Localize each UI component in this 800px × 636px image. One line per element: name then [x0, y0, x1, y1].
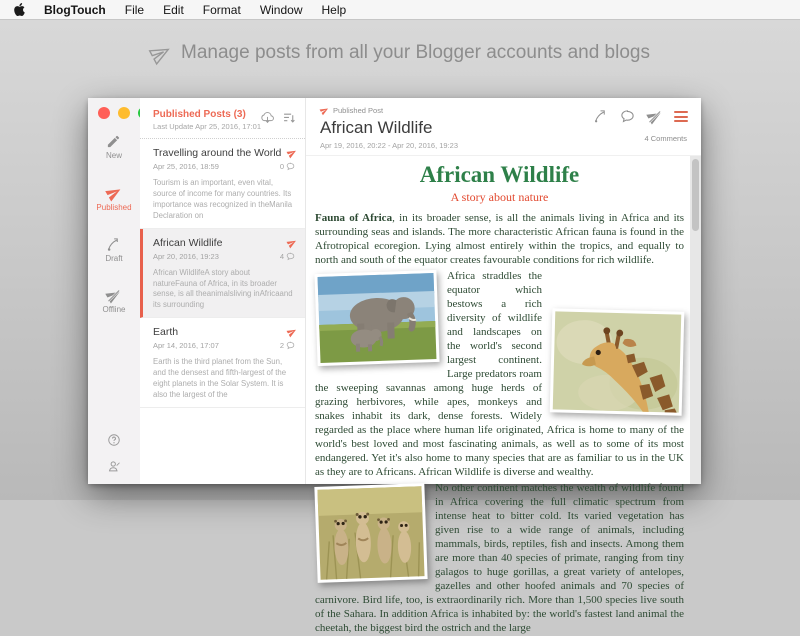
menu-file[interactable]: File — [124, 2, 145, 17]
minimize-button[interactable] — [118, 107, 130, 119]
sort-icon[interactable] — [283, 112, 296, 124]
posts-container — [140, 138, 305, 408]
menu-window[interactable]: Window — [259, 2, 303, 17]
sidebar — [88, 98, 140, 484]
menu-edit[interactable]: Edit — [163, 2, 184, 17]
article-paragraph-2: Africa straddles the equator which bestows a rich diversity of wildlife and landscapes on the world's second largest continent. Large predators roam the sweeping savannas among huge herds of grazing herbivores, while apes, monkeys and snakes inhabit its dark, dense forests. Widely regarded as the place where human life originated, Africa is home to many of the world's best loved and most fascinating animals, as well as to some of its most endangered. Yet it's also home to many species that are as familiar to us in the UK as they are to Africans. African Wildlife is diverse and wealthy. — [315, 270, 684, 478]
post-list-header — [140, 98, 305, 138]
sidebar-item-new[interactable] — [106, 134, 122, 160]
sidebar-bottom — [107, 433, 122, 484]
post-date: Apr 20, 2016, 19:23 — [153, 251, 219, 261]
tagline-text: Manage posts from all your Blogger accounts and blogs — [181, 42, 650, 63]
comment-bubble-icon — [286, 252, 295, 261]
giraffe-photo — [550, 309, 685, 416]
published-plane-icon — [320, 106, 329, 115]
post-item-earth[interactable] — [140, 318, 305, 408]
menu-icon[interactable] — [674, 111, 688, 122]
published-plane-icon — [287, 327, 297, 337]
post-type-label: Published Post — [333, 106, 384, 115]
article-body — [315, 157, 684, 634]
post-list — [140, 98, 306, 484]
offline-plane-icon[interactable] — [647, 109, 662, 124]
detail-pane — [306, 98, 701, 634]
post-date: Apr 14, 2016, 17:07 — [153, 341, 219, 351]
detail-post-dates: Apr 19, 2016, 20:22 - Apr 20, 2016, 19:23 — [320, 141, 459, 150]
help-icon[interactable] — [107, 433, 121, 447]
article-scrollbar-track[interactable] — [690, 156, 701, 484]
post-list-title: Published Posts (3) — [153, 109, 246, 120]
menu-format[interactable]: Format — [202, 2, 241, 17]
sidebar-item-published[interactable] — [96, 185, 131, 212]
sidebar-item-draft[interactable] — [105, 237, 122, 263]
article-paragraph-3: No other continent matches the wealth of wildlife found in Africa covering the full climatic spectrum from intense heat to bitter cold. Its varied vegetation has given rise to a wide range of animals, including mammals, birds, reptiles, fish and insects. Among them are more than 40 species of primate, ranging from tiny galagos to huge gorillas, a great variety of antelopes, gazelles and other hoofed animals and 70 species of carnivore. Bird life, too, is extraordinarily rich. More than 1,500 species live south of the Sahara. In addition Africa is inhabited by: the world's fastest land animal the cheetah, the biggest bird the ostrich and the large — [315, 481, 684, 634]
article-heading: African Wildlife — [419, 162, 580, 187]
post-item-african-wildlife[interactable] — [140, 229, 305, 319]
compose-icon — [106, 134, 121, 149]
menu-bar — [0, 0, 800, 20]
cloud-sync-icon[interactable] — [260, 111, 275, 124]
paper-plane-icon — [150, 43, 171, 64]
detail-header — [306, 98, 701, 156]
blogtouch-window — [88, 98, 701, 634]
post-excerpt: African WildlifeA story about natureFauna of Africa, in its broader sense, is all theanimalsliving inAfricaand its surrounding — [153, 267, 293, 310]
draft-pen-icon — [106, 237, 121, 252]
apple-icon[interactable] — [14, 3, 25, 16]
article-lead: Fauna of Africa — [315, 212, 393, 225]
paper-plane-icon — [106, 185, 122, 201]
article-viewport — [306, 156, 701, 634]
menu-help[interactable]: Help — [321, 2, 347, 17]
close-button[interactable] — [98, 107, 110, 119]
post-excerpt: Earth is the third planet from the Sun, and the densest and fifth-largest of the eight planets in the Solar System. It is also the largest of the — [153, 357, 287, 399]
comment-count: 4 — [279, 251, 284, 261]
article-scrollbar-thumb[interactable] — [692, 159, 699, 231]
menu-app-name[interactable]: BlogTouch — [44, 2, 106, 17]
post-title: Earth — [153, 326, 179, 339]
comments-bubble-icon[interactable] — [620, 109, 635, 124]
sidebar-item-offline[interactable] — [103, 288, 126, 314]
sidebar-item-label: Published — [96, 203, 132, 212]
published-plane-icon — [287, 148, 297, 158]
article-subheading: A story about nature — [450, 190, 549, 205]
post-title: Travelling around the World — [153, 147, 282, 159]
published-plane-icon — [287, 238, 297, 248]
accounts-icon[interactable] — [107, 459, 122, 474]
comments-count-label: 4 Comments — [644, 134, 687, 143]
post-title: African Wildlife — [153, 236, 223, 249]
sidebar-item-label: Offline — [102, 305, 126, 314]
sidebar-nav — [96, 134, 131, 314]
offline-plane-icon — [106, 288, 121, 303]
edit-pen-icon[interactable] — [593, 109, 608, 124]
article-paragraph-1: Fauna of Africa, in its broader sense, is all the animals living in Africa and its surrounding seas and islands. The more characteristic African fauna is found in the Afrotropical ecoregion. Lying almost entirely within the tropics, and equally to north and south of the equator creates favourable conditions for rich wildlife. — [315, 212, 684, 267]
post-excerpt: Tourism is an important, even vital, source of income for many countries. Its importance was recognized in theManila Declaration on — [153, 178, 293, 220]
elephants-photo — [314, 270, 439, 366]
post-list-last-update: Last Update Apr 25, 2016, 17:01 — [153, 122, 261, 131]
comment-count: 2 — [279, 341, 284, 351]
sidebar-item-label: Draft — [105, 254, 123, 263]
tagline — [0, 42, 800, 64]
sidebar-item-label: New — [105, 151, 122, 160]
comment-bubble-icon — [286, 341, 295, 350]
comment-count: 0 — [279, 162, 284, 171]
meerkats-photo — [314, 483, 427, 583]
post-item-travelling[interactable] — [140, 139, 305, 229]
post-date: Apr 25, 2016, 18:59 — [153, 162, 219, 171]
comment-bubble-icon — [286, 162, 295, 171]
detail-post-title: African Wildlife — [320, 118, 433, 137]
